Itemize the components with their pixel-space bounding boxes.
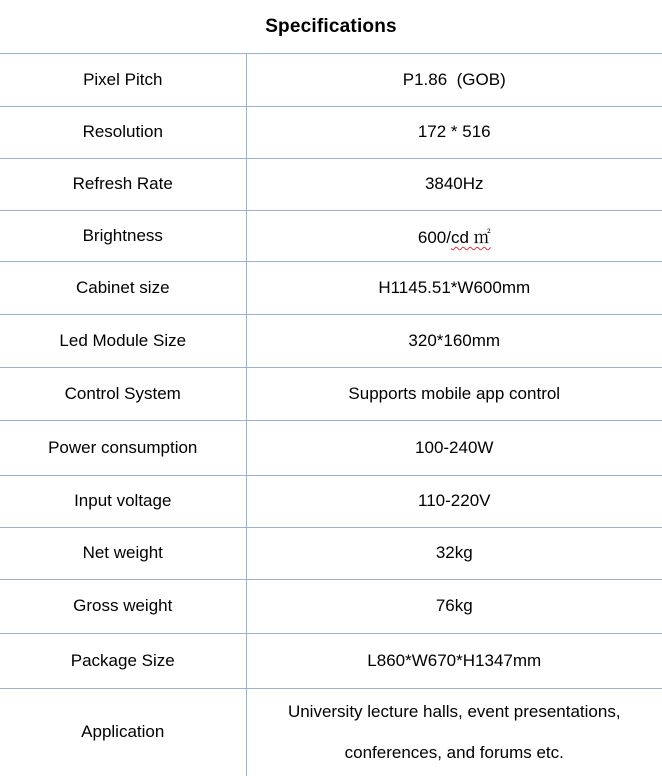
table-row [0, 527, 662, 579]
table-row [0, 314, 662, 367]
spec-label-led-module-size: Led Module Size [0, 314, 246, 367]
brightness-value-unit: cd ㎡ [450, 228, 491, 247]
spec-value-led-module-size: 320*160mm [246, 314, 662, 367]
table-row [0, 475, 662, 527]
spec-label-net-weight: Net weight [0, 527, 246, 579]
table-row [0, 106, 662, 158]
table-row [0, 210, 662, 261]
table-row [0, 633, 662, 688]
spec-value-brightness [246, 210, 662, 261]
table-row [0, 54, 662, 106]
spec-value-application [246, 688, 662, 776]
spec-value-package-size: L860*W670*H1347mm [246, 633, 662, 688]
spec-label-application: Application [0, 688, 246, 776]
table-row [0, 579, 662, 633]
spec-value-control-system: Supports mobile app control [246, 367, 662, 420]
spec-label-cabinet-size: Cabinet size [0, 261, 246, 314]
spec-label-control-system: Control System [0, 367, 246, 420]
application-line-1: University lecture halls, event presentations, [287, 702, 621, 722]
specifications-table [0, 54, 662, 776]
spec-value-input-voltage: 110-220V [246, 475, 662, 527]
brightness-value-prefix: 600/ [417, 228, 451, 247]
table-row [0, 158, 662, 210]
spec-label-refresh-rate: Refresh Rate [0, 158, 246, 210]
spec-label-resolution: Resolution [0, 106, 246, 158]
spec-value-refresh-rate: 3840Hz [246, 158, 662, 210]
table-row [0, 261, 662, 314]
spec-label-input-voltage: Input voltage [0, 475, 246, 527]
spec-label-pixel-pitch: Pixel Pitch [0, 54, 246, 106]
table-row [0, 420, 662, 475]
spec-value-cabinet-size: H1145.51*W600mm [246, 261, 662, 314]
spec-value-pixel-pitch: P1.86 (GOB) [246, 54, 662, 106]
table-row [0, 367, 662, 420]
spec-label-brightness: Brightness [0, 210, 246, 261]
spec-label-power-consumption: Power consumption [0, 420, 246, 475]
page-title: Specifications [0, 0, 662, 54]
spec-value-power-consumption: 100-240W [246, 420, 662, 475]
spec-value-resolution: 172 * 516 [246, 106, 662, 158]
spec-value-gross-weight: 76kg [246, 579, 662, 633]
spec-value-net-weight: 32kg [246, 527, 662, 579]
table-row [0, 688, 662, 776]
spec-label-gross-weight: Gross weight [0, 579, 246, 633]
spec-label-package-size: Package Size [0, 633, 246, 688]
application-line-2: conferences, and forums etc. [344, 743, 564, 763]
